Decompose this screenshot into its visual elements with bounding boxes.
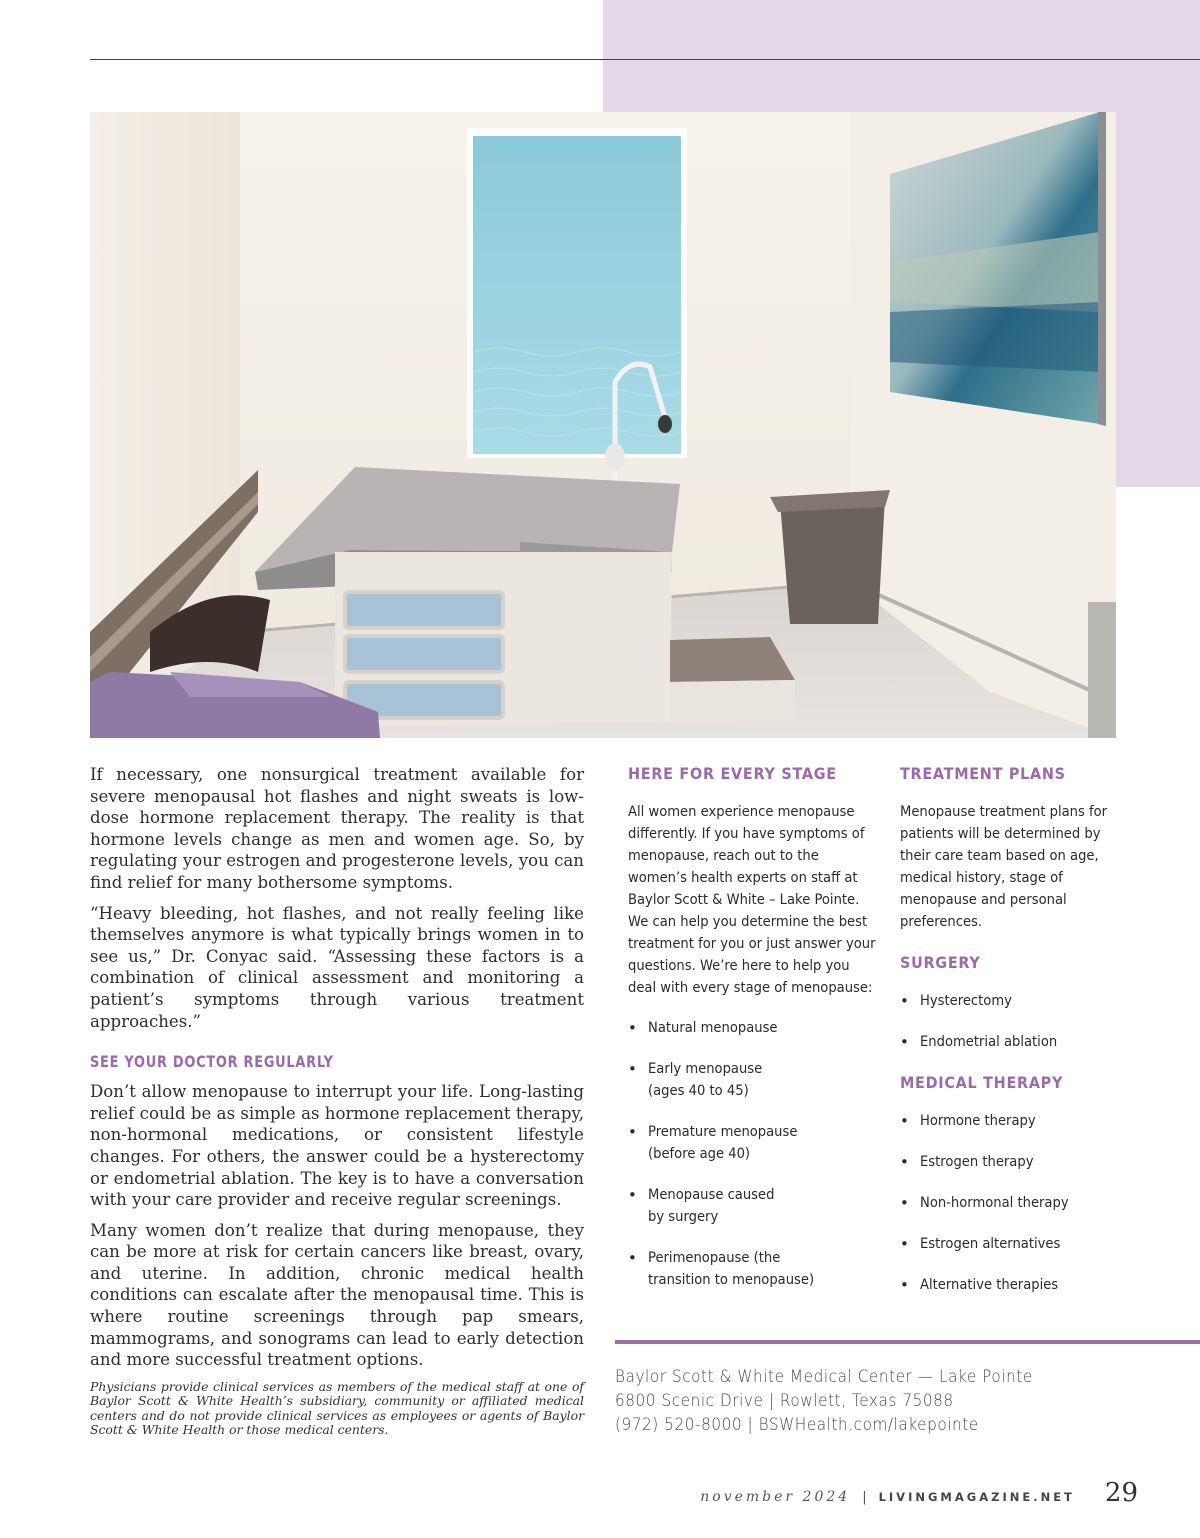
body-paragraph: “Heavy bleeding, hot flashes, and not really feeling like themselves anymore is what typically brings women in to see us,” Dr. Conyac said. “Assessing these factors is a combination of clinical assessment and monitoring a patient’s symptoms through various treatment approaches.” xyxy=(90,903,584,1031)
list-item: • Natural menopause xyxy=(628,1017,878,1039)
contact-address: 6800 Scenic Drive | Rowlett, Texas 75088 xyxy=(615,1391,954,1410)
list-item: • Premature menopause (before age 40) xyxy=(628,1121,878,1165)
medical-heading: MEDICAL THERAPY xyxy=(900,1073,1064,1092)
list-item: • Estrogen alternatives xyxy=(900,1233,1140,1255)
section-heading: SEE YOUR DOCTOR REGULARLY xyxy=(90,1052,334,1072)
list-item: • Menopause caused by surgery xyxy=(628,1184,878,1228)
medical-list xyxy=(900,1110,1140,1296)
page-footer xyxy=(700,1478,1138,1508)
footer-separator: | xyxy=(862,1490,867,1505)
list-item: • Estrogen therapy xyxy=(900,1151,1140,1173)
article-left-column xyxy=(90,764,584,1437)
list-item: • Hysterectomy xyxy=(900,990,1140,1012)
treatment-heading: TREATMENT PLANS xyxy=(900,764,1066,783)
list-item: • Non-hormonal therapy xyxy=(900,1192,1140,1214)
body-paragraph: Many women don’t realize that during menopause, they can be more at risk for certain cancers like breast, ovary, and uterine. In addition, chronic medical health conditions can escalate after the menopausal time. This is where routine screenings through pap smears, mammograms, and sonograms can lead to early detection and more successful treatment options. xyxy=(90,1220,584,1370)
contact-name: Baylor Scott & White Medical Center — Lake Pointe xyxy=(615,1367,1033,1386)
list-item: • Perimenopause (the transition to menopause) xyxy=(628,1247,878,1291)
footer-issue-date: november 2024 xyxy=(700,1489,851,1505)
disclaimer: Physicians provide clinical services as members of the medical staff at one of Baylor Scott & White Health’s subsidiary, community or affiliated medical centers and do not provide clinical services as employees or agents of Baylor Scott & White Health or those medical centers. xyxy=(90,1378,584,1438)
contact-phone-web: (972) 520-8000 | BSWHealth.com/lakepointe xyxy=(615,1415,979,1434)
footer-site: LIVINGMAGAZINE.NET xyxy=(878,1490,1075,1504)
treatment-text: Menopause treatment plans for patients will be determined by their care team based on age, medical history, stage of menopause and personal preferences. xyxy=(900,803,1108,930)
list-item: • Endometrial ablation xyxy=(900,1031,1140,1053)
surgery-heading: SURGERY xyxy=(900,953,981,972)
top-divider xyxy=(90,59,1200,60)
stage-text: All women experience menopause differently. If you have symptoms of menopause, reach out to the women’s health experts on staff at Baylor Scott & White – Lake Pointe. We can help you determine the best treatment for you or just answer your questions. We’re here to help you deal with every stage of menopause: xyxy=(628,803,876,996)
sidebar-stage-column xyxy=(628,764,878,1291)
body-paragraph: If necessary, one nonsurgical treatment available for severe menopausal hot flashes and night sweats is low-dose hormone replacement therapy. The reality is that hormone levels change as men and women age. So, by regulating your estrogen and progesterone levels, you can find relief for many bothersome symptoms. xyxy=(90,765,584,892)
page-number: 29 xyxy=(1104,1478,1138,1508)
exam-room-photo xyxy=(90,112,1116,738)
contact-block xyxy=(615,1365,1135,1437)
purple-divider xyxy=(615,1340,1200,1344)
stage-list xyxy=(628,1017,878,1291)
stage-heading: HERE FOR EVERY STAGE xyxy=(628,764,837,783)
list-item: • Alternative therapies xyxy=(900,1274,1140,1296)
body-paragraph: Don’t allow menopause to interrupt your life. Long-lasting relief could be as simple as hormone replacement therapy, non-hormonal medications, or consistent lifestyle changes. For others, the answer could be a hysterectomy or endometrial ablation. The key is to have a conversation with your care provider and receive regular screenings. xyxy=(90,1082,584,1210)
surgery-list xyxy=(900,990,1140,1053)
list-item: • Early menopause (ages 40 to 45) xyxy=(628,1058,878,1102)
list-item: • Hormone therapy xyxy=(900,1110,1140,1132)
sidebar-treatment-column xyxy=(900,764,1140,1296)
